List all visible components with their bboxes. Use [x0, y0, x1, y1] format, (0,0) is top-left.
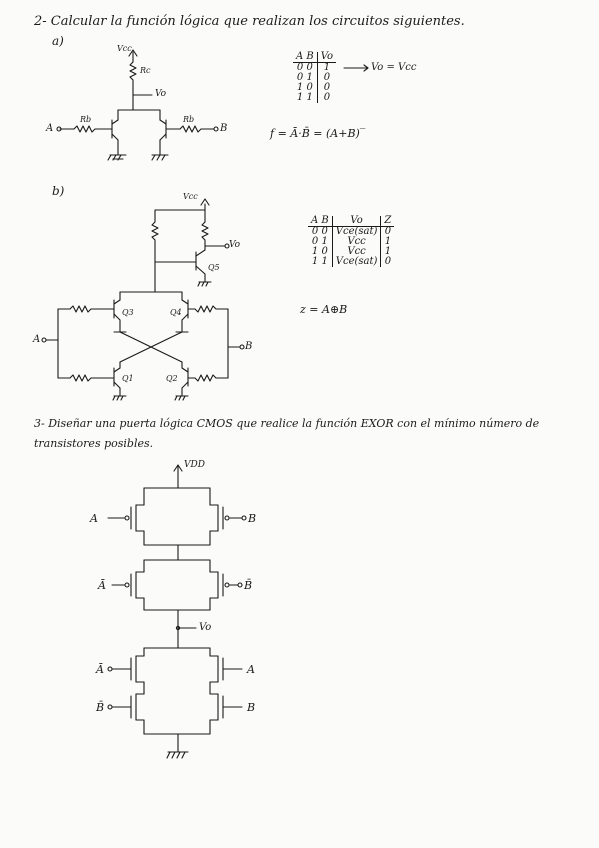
- tt-b-cell: Vce(sat): [332, 257, 381, 267]
- q1-label: Q1: [122, 374, 134, 383]
- q4-label: Q4: [170, 308, 182, 317]
- problem3-title-line2: transistores posibles.: [34, 437, 154, 450]
- cmos-input-n1-a: Ā: [96, 663, 104, 676]
- cmos-input-n2-a: B̄: [96, 701, 105, 714]
- tt-b-cell: Vcc: [332, 247, 381, 257]
- input-b-label: B: [220, 123, 228, 134]
- rb-right-label: Rb: [183, 115, 195, 124]
- part-b-label: b): [52, 184, 65, 198]
- q5-label: Q5: [208, 263, 220, 272]
- tt-b-cell: 0 0: [311, 226, 328, 237]
- tt-a-header-ab: A B: [293, 52, 317, 63]
- function-b: z = A⊕B: [300, 303, 348, 316]
- part-a-label: a): [52, 34, 64, 48]
- tt-b-cell: Vce(sat): [332, 227, 381, 238]
- cmos-input-p1-b: B: [248, 512, 257, 525]
- function-a: f = Ā·B̄ = (A+B)‾: [270, 127, 366, 140]
- vo-label-a: Vo: [155, 89, 167, 99]
- q3-label: Q3: [122, 308, 134, 317]
- cmos-input-p2-a: Ā: [98, 579, 106, 592]
- q2-label: Q2: [166, 374, 178, 383]
- cmos-input-n1-b: A: [247, 663, 255, 676]
- cmos-input-n2-b: B: [247, 701, 256, 714]
- tt-a-cell: 0 0: [296, 62, 313, 73]
- vcc-label-a: Vcc: [117, 44, 132, 53]
- tt-b-cell: 1: [381, 237, 394, 247]
- input-a-label-b: A: [33, 334, 41, 345]
- vdd-label: VDD: [184, 460, 205, 470]
- problem3-title-line1: 3- Diseñar una puerta lógica CMOS que realice la función EXOR con el mínimo número de: [34, 417, 540, 430]
- tt-b-header-vo: Vo: [332, 216, 381, 227]
- input-a-label: A: [46, 123, 54, 134]
- vo-label-cmos: Vo: [199, 622, 212, 633]
- tt-b-cell: 1 1: [311, 256, 328, 267]
- tt-b-cell: 0: [381, 257, 394, 267]
- tt-a-cell: 0 1: [296, 72, 313, 83]
- tt-a-cell: 1 0: [296, 82, 313, 93]
- rb-left-label: Rb: [80, 115, 92, 124]
- vo-label-b: Vo: [229, 240, 241, 250]
- cmos-input-p2-b: B̄: [244, 579, 253, 592]
- vcc-label-b: Vcc: [183, 192, 198, 201]
- tt-b-header-z: Z: [381, 216, 394, 227]
- tt-b-cell: 1 0: [311, 246, 328, 257]
- input-b-label-b: B: [245, 341, 253, 352]
- tt-a-cell: 0: [317, 73, 336, 83]
- arrow-note-a: Vo = Vcc: [371, 62, 417, 73]
- tt-a-header-vo: Vo: [317, 52, 336, 63]
- rc-label: Rc: [140, 66, 151, 75]
- tt-a-cell: 1: [317, 63, 336, 74]
- tt-b-header-ab: A B: [308, 216, 332, 227]
- tt-a-cell: 0: [317, 93, 336, 103]
- problem2-title: 2- Calcular la función lógica que realizan los circuitos siguientes.: [34, 14, 465, 29]
- cmos-input-p1-a: A: [90, 512, 98, 525]
- tt-a-cell: 1 1: [296, 92, 313, 103]
- tt-b-cell: Vcc: [332, 237, 381, 247]
- tt-b-cell: 0: [381, 227, 394, 238]
- tt-b-cell: 0 1: [311, 236, 328, 247]
- tt-a-cell: 0: [317, 83, 336, 93]
- tt-b-cell: 1: [381, 247, 394, 257]
